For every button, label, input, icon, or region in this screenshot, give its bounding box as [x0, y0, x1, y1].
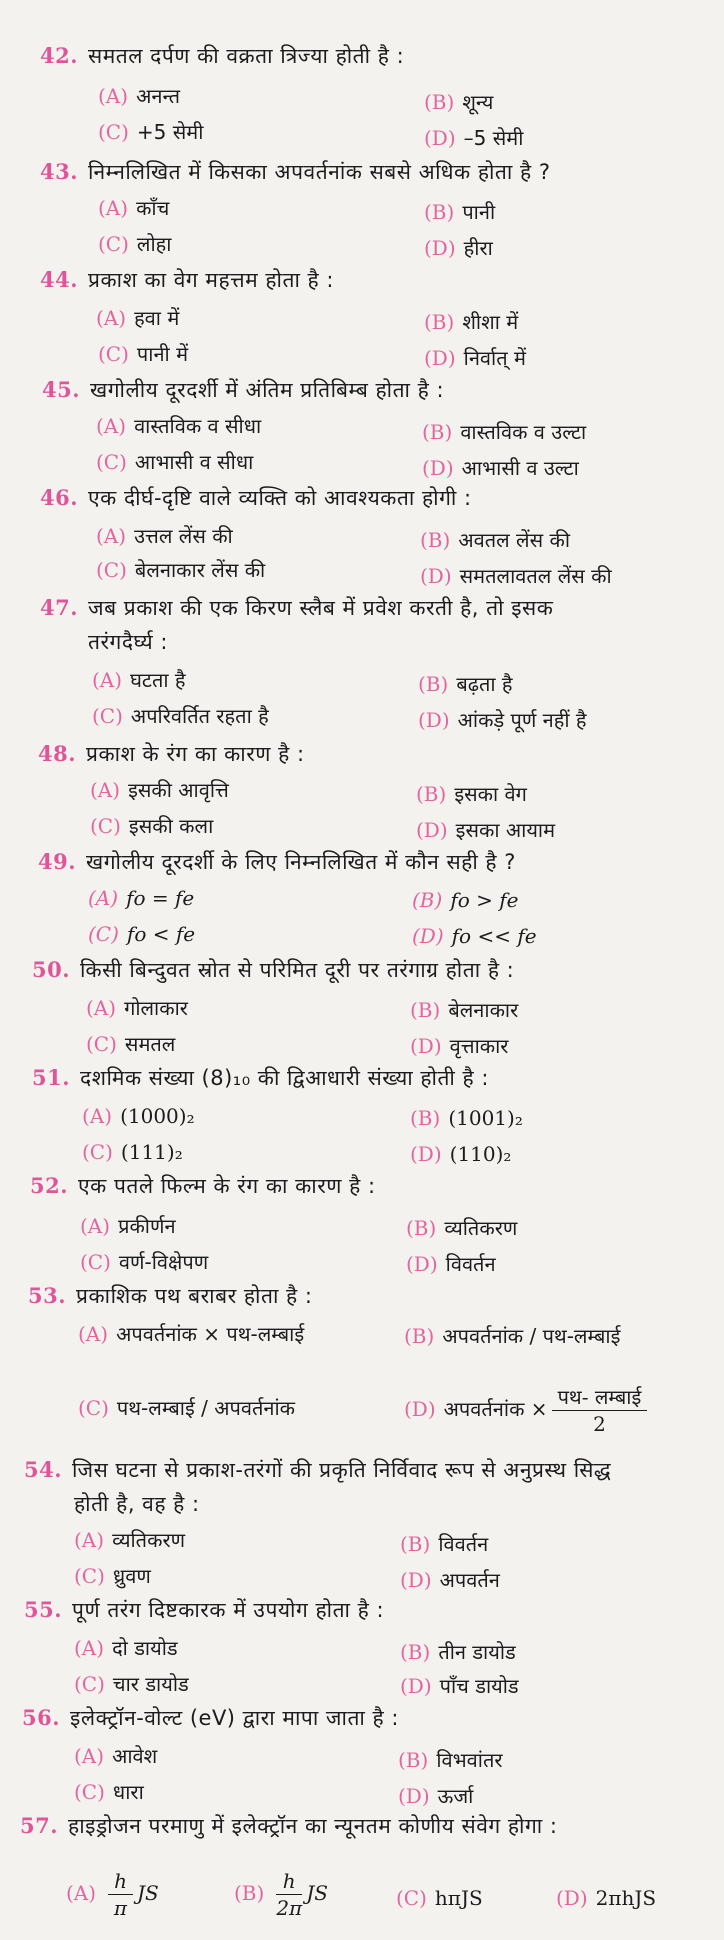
- text: पानी में: [136, 342, 189, 366]
- question-stem: [38, 740, 305, 768]
- question-number: 57.: [20, 1813, 59, 1838]
- question-stem: [22, 1704, 399, 1732]
- text: उत्तल लेंस की: [134, 524, 233, 548]
- option-label: (D): [404, 1397, 436, 1421]
- question-number: 52.: [30, 1173, 69, 1198]
- option-label: (A): [86, 996, 117, 1020]
- fraction-part: पथ- लम्बाई: [552, 1384, 648, 1411]
- option-label: (A): [78, 1322, 109, 1346]
- option-label: (C): [74, 1672, 105, 1696]
- option-label: (B): [234, 1881, 265, 1905]
- option-label: (D): [424, 126, 456, 150]
- text: इसकी आवृत्ति: [128, 778, 229, 802]
- option-label: (C): [96, 450, 127, 474]
- option-label: (A): [82, 1104, 113, 1128]
- text: होती है, वह है :: [74, 1492, 200, 1516]
- option-a: [90, 776, 229, 804]
- option-a: [96, 522, 233, 550]
- text: दो डायोड: [112, 1636, 178, 1660]
- question-number: 42.: [40, 43, 79, 68]
- option-b: [410, 1104, 523, 1132]
- text: जब प्रकाश की एक किरण स्लैब में प्रवेश करती है, तो इसक: [88, 596, 554, 620]
- question-number: 43.: [40, 159, 79, 184]
- option-b: [400, 1530, 488, 1558]
- option-label: (C): [90, 814, 121, 838]
- text: प्रकाशिक पथ बराबर होता है :: [76, 1284, 313, 1308]
- option-label: (C): [92, 704, 123, 728]
- option-label: (B): [424, 200, 455, 224]
- text: निम्नलिखित में किसका अपवर्तनांक सबसे अधिक होता है ?: [88, 160, 551, 184]
- option-label: (D): [410, 1142, 442, 1166]
- option-c: [96, 448, 253, 476]
- option-c: [96, 556, 265, 584]
- question-number: 51.: [32, 1065, 71, 1090]
- option-label: (A): [74, 1528, 105, 1552]
- text: पथ-लम्बाई / अपवर्तनांक: [116, 1396, 296, 1420]
- text: इलेक्ट्रॉन-वोल्ट (eV) द्वारा मापा जाता है :: [70, 1706, 399, 1730]
- option-label: (D): [406, 1252, 438, 1276]
- text: fo > fe: [450, 888, 519, 912]
- option-c: [78, 1394, 295, 1422]
- option-c: [74, 1778, 144, 1806]
- text: प्रकीर्णन: [118, 1214, 176, 1238]
- text: इसकी कला: [128, 814, 214, 838]
- text: आभासी व उल्टा: [461, 456, 579, 480]
- text: दशमिक संख्या (8)₁₀ की द्विआधारी संख्या होती है :: [80, 1066, 489, 1090]
- option-a: [82, 1102, 195, 1130]
- option-c: [74, 1670, 189, 1698]
- question-number: 56.: [22, 1705, 61, 1730]
- text: JS: [136, 1881, 159, 1905]
- question-number: 45.: [42, 377, 81, 402]
- option-label: (C): [96, 558, 127, 582]
- question-number: 47.: [40, 595, 79, 620]
- text: वास्तविक व उल्टा: [460, 420, 587, 444]
- text: हाइड्रोजन परमाणु में इलेक्ट्रॉन का न्यूनतम कोणीय संवेग होगा :: [68, 1814, 558, 1838]
- text: बढ़ता है: [456, 672, 513, 696]
- text: पूर्ण तरंग दिष्टकारक में उपयोग होता है :: [72, 1598, 385, 1622]
- option-label: (A): [98, 196, 129, 220]
- option-label: (B): [398, 1748, 429, 1772]
- option-a: [98, 82, 180, 110]
- text: fo < fe: [126, 922, 196, 946]
- question-stem: [24, 1596, 384, 1624]
- question-stem-continued: [88, 628, 168, 656]
- option-label: (B): [424, 310, 455, 334]
- text: खगोलीय दूरदर्शी में अंतिम प्रतिबिम्ब होता है :: [90, 378, 445, 402]
- option-label: (C): [78, 1396, 109, 1420]
- option-label: (B): [406, 1216, 437, 1240]
- option-c: [98, 340, 188, 368]
- text: हीरा: [463, 236, 493, 260]
- option-label: (A): [74, 1744, 105, 1768]
- option-d: [404, 1384, 651, 1437]
- text: खगोलीय दूरदर्शी के लिए निम्नलिखित में कौन सही है ?: [86, 850, 516, 874]
- option-b: [398, 1746, 503, 1774]
- text: आंकड़े पूर्ण नहीं है: [457, 708, 587, 732]
- option-label: (A): [90, 778, 121, 802]
- option-b: [418, 670, 513, 698]
- option-b: [406, 1214, 517, 1242]
- option-a: [74, 1526, 185, 1554]
- option-c: [88, 920, 195, 948]
- option-label: (A): [88, 886, 119, 910]
- option-d: [424, 344, 526, 372]
- option-label: (C): [98, 120, 129, 144]
- text: इसका वेग: [454, 782, 527, 806]
- text: शून्य: [462, 90, 494, 114]
- question-number: 48.: [38, 741, 77, 766]
- text: वास्तविक व सीधा: [134, 414, 262, 438]
- option-b: [410, 996, 518, 1024]
- question-number: 46.: [40, 485, 79, 510]
- option-label: (C): [80, 1250, 111, 1274]
- option-a: [74, 1742, 157, 1770]
- option-label: (A): [98, 84, 129, 108]
- option-b: [412, 886, 518, 914]
- option-label: (A): [92, 668, 123, 692]
- option-c: [98, 230, 171, 258]
- text: समतलावतल लेंस की: [459, 564, 612, 588]
- text: चार डायोड: [112, 1672, 189, 1696]
- fraction: [276, 1868, 302, 1921]
- option-label: (B): [416, 782, 447, 806]
- option-label: (C): [88, 922, 119, 946]
- text: fo = fe: [126, 886, 195, 910]
- option-label: (C): [82, 1140, 113, 1164]
- option-d: [410, 1032, 508, 1060]
- option-d: [420, 562, 612, 590]
- option-label: (B): [410, 998, 441, 1022]
- option-label: (D): [424, 236, 456, 260]
- question-stem: [32, 1064, 489, 1092]
- text: पाँच डायोड: [439, 1674, 519, 1698]
- option-label: (C): [396, 1886, 427, 1910]
- option-label: (D): [422, 456, 454, 480]
- text: शीशा में: [462, 310, 519, 334]
- question-number: 55.: [24, 1597, 63, 1622]
- text: विवर्तन: [445, 1252, 496, 1276]
- option-d: [400, 1672, 519, 1700]
- option-label: (D): [400, 1568, 432, 1592]
- option-label: (B): [420, 528, 451, 552]
- option-label: (C): [86, 1032, 117, 1056]
- option-label: (A): [80, 1214, 111, 1238]
- option-c: [82, 1138, 183, 1166]
- text: किसी बिन्दुवत स्रोत से परिमित दूरी पर तरंगाग्र होता है :: [80, 958, 515, 982]
- question-stem: [28, 1282, 312, 1310]
- option-d: [416, 816, 555, 844]
- option-d: [556, 1884, 656, 1912]
- option-label: (B): [418, 672, 449, 696]
- text: इसका आयाम: [455, 818, 556, 842]
- text: समतल: [124, 1032, 176, 1056]
- question-number: 53.: [28, 1283, 67, 1308]
- option-d: [406, 1250, 496, 1278]
- text: अनन्त: [136, 84, 181, 108]
- option-c: [396, 1884, 483, 1912]
- option-b: [404, 1322, 620, 1350]
- option-label: (D): [556, 1886, 588, 1910]
- option-label: (A): [66, 1881, 97, 1905]
- option-label: (D): [412, 924, 444, 948]
- option-label: (C): [98, 342, 129, 366]
- option-label: (B): [422, 420, 453, 444]
- fraction-part: π: [113, 1896, 128, 1920]
- text: आभासी व सीधा: [134, 450, 254, 474]
- option-label: (C): [74, 1780, 105, 1804]
- text: hπJS: [434, 1886, 483, 1910]
- option-b: [424, 198, 495, 226]
- text: (1000)₂: [120, 1104, 195, 1128]
- option-c: [80, 1248, 208, 1276]
- option-d: [424, 234, 493, 262]
- option-b: [424, 88, 493, 116]
- option-label: (B): [424, 90, 455, 114]
- fraction-part: 2π: [276, 1896, 303, 1920]
- text: –5 सेमी: [463, 126, 524, 150]
- question-stem: [20, 1812, 557, 1840]
- option-a: [88, 884, 194, 912]
- text: अपवर्तनांक ×: [443, 1397, 548, 1421]
- option-label: (B): [412, 888, 443, 912]
- question-stem: [30, 1172, 376, 1200]
- fraction-part: h: [108, 1868, 133, 1895]
- option-label: (D): [416, 818, 448, 842]
- text: एक पतले फिल्म के रंग का कारण है :: [78, 1174, 376, 1198]
- option-d: [400, 1566, 500, 1594]
- option-d: [412, 922, 537, 950]
- text: 2πhJS: [595, 1886, 657, 1910]
- text: अपवर्तनांक / पथ-लम्बाई: [442, 1324, 621, 1348]
- text: (1001)₂: [448, 1106, 523, 1130]
- text: जिस घटना से प्रकाश-तरंगों की प्रकृति निर्विवाद रूप से अनुप्रस्थ सिद्ध: [72, 1458, 612, 1482]
- option-label: (A): [96, 414, 127, 438]
- option-label: (D): [410, 1034, 442, 1058]
- option-b: [424, 308, 518, 336]
- option-a: [98, 194, 169, 222]
- text: गोलाकार: [124, 996, 188, 1020]
- option-b: [400, 1638, 516, 1666]
- option-a: [74, 1634, 178, 1662]
- option-c: [74, 1562, 151, 1590]
- text: अपवर्तनांक × पथ-लम्बाई: [116, 1322, 305, 1346]
- text: तरंगदैर्घ्य :: [88, 630, 168, 654]
- text: अपरिवर्तित रहता है: [130, 704, 269, 728]
- option-a: [96, 304, 179, 332]
- text: प्रकाश के रंग का कारण है :: [86, 742, 305, 766]
- question-stem: [24, 1456, 611, 1484]
- text: JS: [306, 1881, 328, 1905]
- option-a: [96, 412, 261, 440]
- text: पानी: [462, 200, 496, 224]
- option-d: [422, 454, 579, 482]
- text: अपवर्तन: [439, 1568, 500, 1592]
- option-label: (D): [400, 1674, 432, 1698]
- option-label: (B): [404, 1324, 435, 1348]
- option-label: (C): [74, 1564, 105, 1588]
- option-label: (A): [74, 1636, 105, 1660]
- text: बेलनाकार: [448, 998, 519, 1022]
- text: (111)₂: [120, 1140, 183, 1164]
- question-stem-continued: [74, 1490, 200, 1518]
- option-label: (D): [398, 1784, 430, 1808]
- option-a: [86, 994, 188, 1022]
- option-c: [92, 702, 269, 730]
- question-stem: [40, 42, 404, 70]
- option-b: [422, 418, 586, 446]
- option-label: (C): [98, 232, 129, 256]
- text: समतल दर्पण की वक्रता त्रिज्या होती है :: [88, 44, 405, 68]
- question-stem: [42, 376, 444, 404]
- question-stem: [32, 956, 514, 984]
- option-b: [234, 1868, 328, 1921]
- option-d: [398, 1782, 473, 1810]
- text: विभवांतर: [436, 1748, 503, 1772]
- option-a: [92, 666, 186, 694]
- option-label: (D): [424, 346, 456, 370]
- option-a: [66, 1868, 159, 1921]
- question-number: 49.: [38, 849, 77, 874]
- question-number: 44.: [40, 267, 79, 292]
- option-b: [416, 780, 527, 808]
- question-number: 54.: [24, 1457, 63, 1482]
- option-c: [90, 812, 213, 840]
- question-stem: [38, 848, 516, 876]
- fraction-part: h: [276, 1868, 302, 1895]
- question-stem: [40, 484, 472, 512]
- text: विवर्तन: [438, 1532, 489, 1556]
- option-d: [418, 706, 587, 734]
- option-label: (B): [400, 1640, 431, 1664]
- text: वर्ण-विक्षेपण: [118, 1250, 209, 1274]
- text: आवेश: [112, 1744, 158, 1768]
- option-a: [78, 1320, 304, 1348]
- text: अवतल लेंस की: [458, 528, 571, 552]
- option-label: (D): [420, 564, 452, 588]
- option-label: (A): [96, 306, 127, 330]
- option-label: (B): [410, 1106, 441, 1130]
- text: एक दीर्घ-दृष्टि वाले व्यक्ति को आवश्यकता होगी :: [88, 486, 472, 510]
- option-b: [420, 526, 570, 554]
- text: +5 सेमी: [136, 120, 204, 144]
- text: fo << fe: [451, 924, 537, 948]
- question-stem: [40, 158, 550, 186]
- text: काँच: [136, 196, 170, 220]
- text: (110)₂: [449, 1142, 512, 1166]
- option-c: [98, 118, 203, 146]
- question-number: 50.: [32, 957, 71, 982]
- question-stem: [40, 594, 553, 622]
- option-label: (A): [96, 524, 127, 548]
- text: प्रकाश का वेग महत्तम होता है :: [88, 268, 334, 292]
- text: बेलनाकार लेंस की: [134, 558, 266, 582]
- text: ध्रुवण: [112, 1564, 151, 1588]
- option-d: [424, 124, 523, 152]
- text: धारा: [112, 1780, 144, 1804]
- text: निर्वात् में: [463, 346, 526, 370]
- text: तीन डायोड: [438, 1640, 516, 1664]
- fraction: [108, 1868, 133, 1921]
- text: घटता है: [130, 668, 186, 692]
- option-a: [80, 1212, 176, 1240]
- text: ऊर्जा: [437, 1784, 474, 1808]
- text: वृत्ताकार: [449, 1034, 509, 1058]
- option-d: [410, 1140, 511, 1168]
- question-stem: [40, 266, 334, 294]
- text: हवा में: [134, 306, 180, 330]
- text: व्यतिकरण: [444, 1216, 518, 1240]
- text: व्यतिकरण: [112, 1528, 186, 1552]
- text: लोहा: [136, 232, 172, 256]
- option-label: (D): [418, 708, 450, 732]
- fraction: [552, 1384, 648, 1437]
- option-label: (B): [400, 1532, 431, 1556]
- fraction-part: 2: [593, 1412, 606, 1436]
- option-c: [86, 1030, 175, 1058]
